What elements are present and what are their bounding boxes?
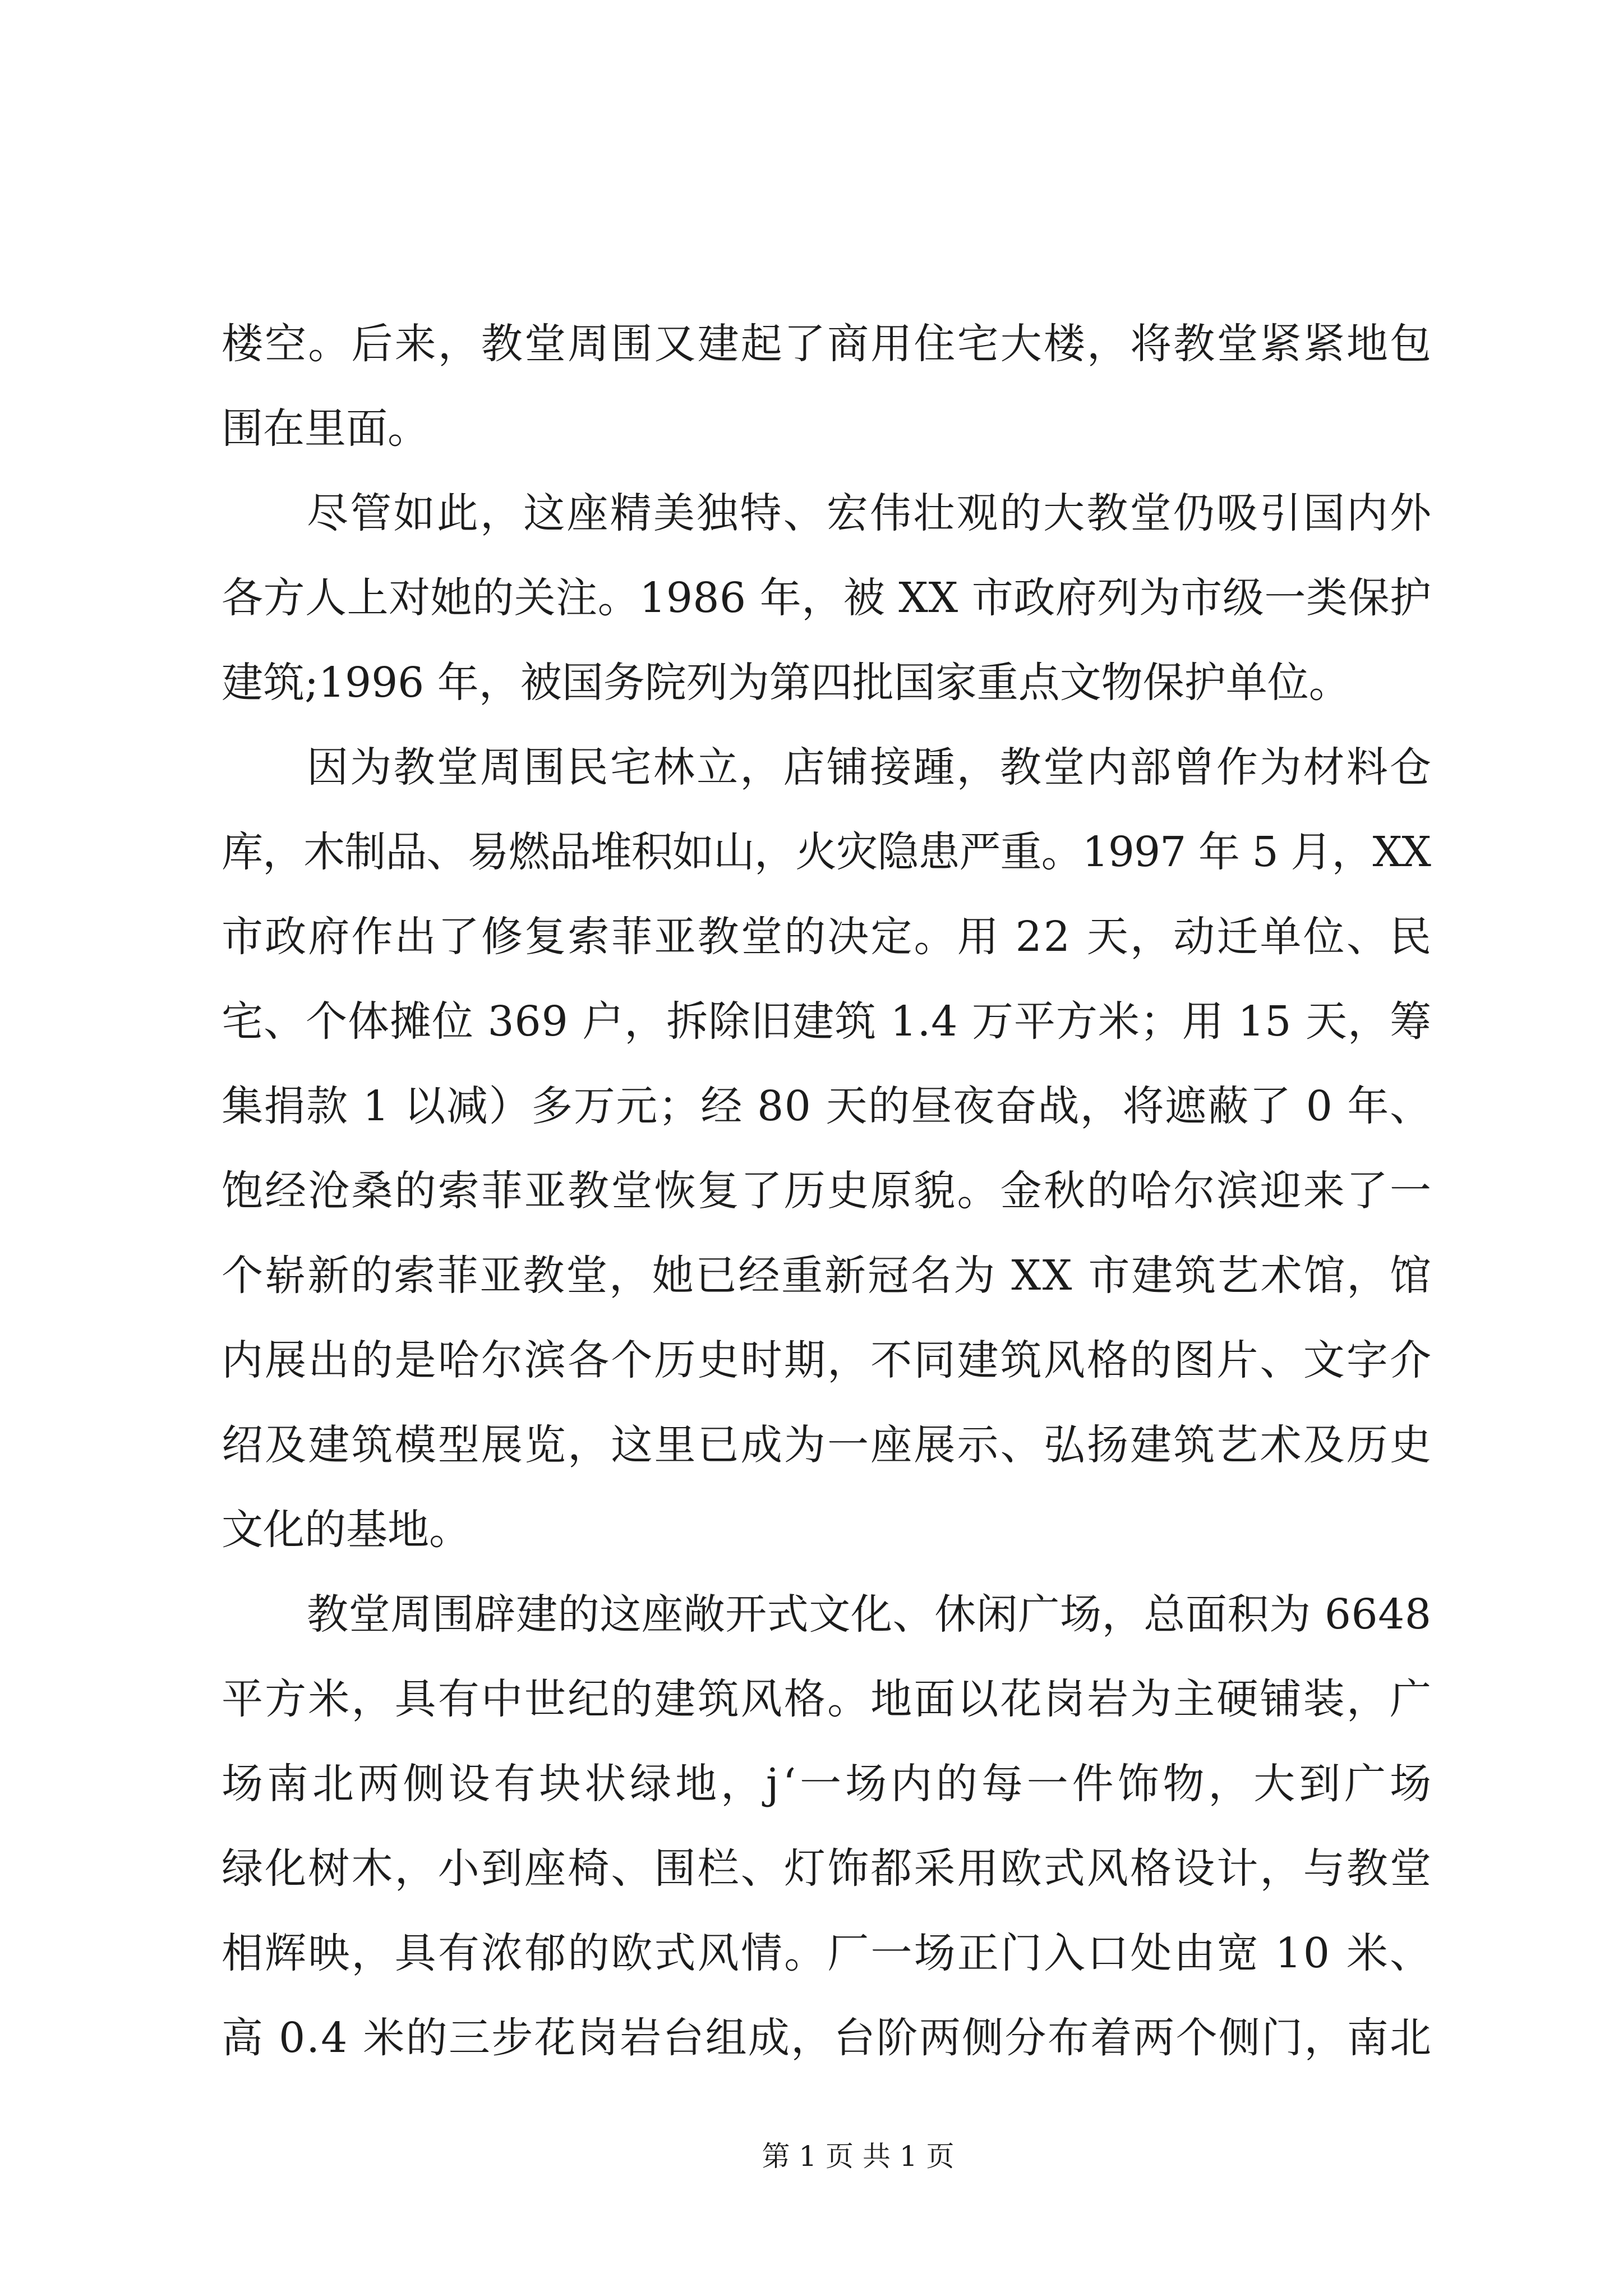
text-line: 各方人上对她的关注。1986 年，被 XX 市政府列为市级一类保护 [222,574,1432,622]
text-line: 宅、个体摊位 369 户，拆除旧建筑 1.4 万平方米；用 15 天，筹 [222,997,1432,1046]
text-line: 平方米，具有中世纪的建筑风格。地面以花岗岩为主硬铺装，广 [222,1675,1433,1723]
text-line: 绍及建筑模型展览，这里已成为一座展示、弘扬建筑艺术及历史 [222,1421,1433,1469]
text-line: 教堂周围辟建的这座敞开式文化、休闲广场，总面积为 6648 [307,1590,1432,1639]
text-line: 高 0.4 米的三步花岗岩台组成，台阶两侧分布着两个侧门，南北 [222,2014,1433,2062]
text-line: 个崭新的索菲亚教堂，她已经重新冠名为 XX 市建筑艺术馆，馆 [222,1251,1433,1300]
paragraph [222,1572,1435,2081]
paragraph [222,471,1431,725]
paragraph [222,302,1431,471]
text-line: 相辉映，具有浓郁的欧式风情。厂一场正门入口处由宽 10 米、 [222,1929,1433,1977]
body-text [222,302,1435,2081]
text-line: 市政府作出了修复索菲亚教堂的决定。用 22 天，动迁单位、民 [222,913,1433,961]
text-line: 楼空。后来，教堂周围又建起了商用住宅大楼，将教堂紧紧地包 [222,320,1433,368]
text-line: 饱经沧桑的索菲亚教堂恢复了历史原貌。金秋的哈尔滨迎来了一 [222,1167,1433,1215]
text-line: 场南北两侧设有块状绿地，j‘一场内的每一件饰物，大到广场 [222,1760,1435,1808]
text-line: 绿化树木，小到座椅、围栏、灯饰都采用欧式风格设计，与教堂 [222,1844,1433,1893]
text-line: 文化的基地。 [222,1506,471,1554]
text-line: 集捐款 1 以减）多万元；经 80 天的昼夜奋战，将遮蔽了 0 年、 [222,1082,1432,1130]
text-line: 因为教堂周围民宅林立，店铺接踵，教堂内部曾作为材料仓 [307,743,1433,792]
text-line: 尽管如此，这座精美独特、宏伟壮观的大教堂仍吸引国内外 [307,489,1433,537]
text-line: 内展出的是哈尔滨各个历史时期，不同建筑风格的图片、文字介 [222,1336,1433,1384]
text-line: 建筑;1996 年，被国务院列为第四批国家重点文物保护单位。 [222,659,1350,707]
page-footer: 第 1 页 共 1 页 [762,2140,955,2173]
text-line: 库，木制品、易燃品堆积如山，火灾隐患严重。1997 年 5 月，XX [222,828,1431,876]
text-line: 围在里面。 [222,404,429,453]
paragraph [222,725,1431,1572]
